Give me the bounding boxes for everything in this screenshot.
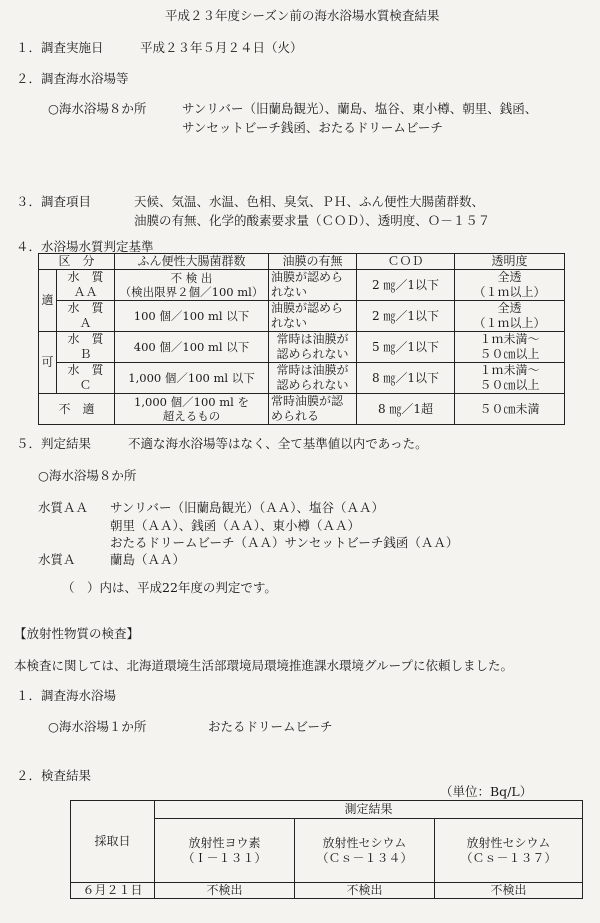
radiation-intro: 本検査に関しては、北海道環境生活部環境局環境推進課水環境グループに依頼しました。 <box>14 658 514 673</box>
transparency-line2: ５０㎝以上 <box>479 378 540 392</box>
oil-line1: 油膜が認めら <box>271 270 344 284</box>
category-line2: ＡＡ <box>73 285 98 299</box>
oil-line2: 認められない <box>276 378 349 392</box>
transparency-line2: （１ｍ以上） <box>473 285 546 299</box>
radiation-site-label: ○海水浴場１か所 <box>48 719 147 734</box>
grade-aa-label: 水質ＡＡ <box>38 500 89 515</box>
iodine-label: 放射性ヨウ素 <box>188 835 261 850</box>
criteria-table <box>38 253 565 425</box>
sample-date: ６月２１日 <box>71 883 155 899</box>
ecoli-line1: 1,000 個／100 ml を <box>134 394 249 409</box>
oil-line2: められる <box>271 409 320 423</box>
oil-line2: 認められない <box>276 347 349 361</box>
radiation-section1-heading: １．調査海水浴場 <box>16 688 117 703</box>
category-line1: 水 質 <box>67 363 104 377</box>
category-unsuitable: 不 適 <box>39 394 115 425</box>
ecoli-line2: 超えるもの <box>162 409 221 423</box>
ecoli-line2: （検出限界２個／100 ml） <box>119 285 264 299</box>
group-label-tekisei: 適 <box>39 270 57 332</box>
unit-label: （単位：Bq/L） <box>440 784 533 799</box>
section1-heading: １．調査実施日 <box>16 40 104 55</box>
iodine-result: 不検出 <box>155 883 295 899</box>
cod-value: 8 ㎎／1以下 <box>357 363 455 394</box>
document-title: 平成２３年度シーズン前の海水浴場水質検査結果 <box>165 8 440 23</box>
judgement-beach-label: ○海水浴場８か所 <box>38 468 137 483</box>
cod-value: 2 ㎎／1以下 <box>357 270 455 301</box>
oil-line1: 油膜が認めら <box>271 301 344 315</box>
section2-heading: ２．調査海水浴場等 <box>16 71 129 86</box>
section3-heading: ３．調査項目 <box>16 194 92 209</box>
radiation-header-row <box>71 801 583 819</box>
header-oil: 油膜の有無 <box>269 254 357 270</box>
category-line2: Ａ <box>79 316 92 330</box>
table-row <box>39 270 565 301</box>
transparency-line2: ５０㎝以上 <box>479 347 540 361</box>
transparency-line1: 全透 <box>497 301 522 315</box>
date-header: 採取日 <box>71 801 155 883</box>
transparency-line1: １ｍ未満～ <box>479 363 540 377</box>
category-line1: 水 質 <box>67 270 104 284</box>
grade-a-line1: 蘭島（ＡＡ） <box>110 552 186 567</box>
cesium137-result: 不検出 <box>435 883 583 899</box>
cod-value: 8 ㎎／1超 <box>357 394 455 425</box>
iodine-formula: （Ｉ－１３１） <box>182 850 267 865</box>
cod-value: 2 ㎎／1以下 <box>357 301 455 332</box>
table-row <box>39 363 565 394</box>
judgement-summary: 不適な海水浴場等はなく、全て基準値以内であった。 <box>128 436 428 451</box>
oil-line2: れない <box>271 285 308 299</box>
table-row <box>39 394 565 425</box>
transparency-line1: １ｍ未満～ <box>479 332 540 346</box>
ecoli-line1: 400 個／100 ml 以下 <box>115 332 269 363</box>
radiation-table <box>70 800 583 899</box>
cesium134-label: 放射性セシウム <box>322 835 407 850</box>
category-line1: 水 質 <box>67 301 104 315</box>
table-row <box>71 883 583 899</box>
header-cod: ＣＯＤ <box>357 254 455 270</box>
cesium137-label: 放射性セシウム <box>466 835 551 850</box>
header-category: 区 分 <box>39 254 115 270</box>
header-ecoli: ふん便性大腸菌群数 <box>115 254 269 270</box>
oil-line1: 常時油膜が認 <box>271 394 344 408</box>
judgement-note: （ ）内は、平成22年度の判定です。 <box>62 580 277 595</box>
measure-header: 測定結果 <box>155 801 583 819</box>
transparency-line2: （１ｍ以上） <box>473 316 546 330</box>
beach-count-label: ○海水浴場８か所 <box>48 101 147 116</box>
radiation-site-name: おたるドリームビーチ <box>208 719 333 734</box>
table-row <box>39 301 565 332</box>
radiation-heading: 【放射性物質の検査】 <box>14 626 140 641</box>
grade-aa-line2: 朝里（ＡＡ）、銭函（ＡＡ）、東小樽（ＡＡ） <box>110 518 361 533</box>
category-line2: Ｃ <box>79 378 92 392</box>
transparency-line1: ５０㎝未満 <box>455 394 565 425</box>
survey-items-line1: 天候、気温、水温、色相、臭気、ＰＨ、ふん便性大腸菌群数、 <box>134 194 485 209</box>
ecoli-line1: 不 検 出 <box>170 270 213 285</box>
ecoli-line1: 1,000 個／100 ml 以下 <box>115 363 269 394</box>
oil-line1: 常時は油膜が <box>276 332 349 346</box>
header-transparency: 透明度 <box>455 254 565 270</box>
transparency-line1: 全透 <box>497 270 522 284</box>
survey-date: 平成２３年５月２４日（火） <box>140 40 303 55</box>
cod-value: 5 ㎎／1以下 <box>357 332 455 363</box>
cesium134-result: 不検出 <box>295 883 435 899</box>
ecoli-line1: 100 個／100 ml 以下 <box>115 301 269 332</box>
cesium137-formula: （Ｃｓ－１３７） <box>460 850 557 865</box>
group-label-ka: 可 <box>39 332 57 394</box>
category-line2: Ｂ <box>79 347 92 361</box>
grade-aa-line1: サンリバー（旧蘭島観光）（ＡＡ）、塩谷（ＡＡ） <box>110 500 385 515</box>
beach-list-line2: サンセットビーチ銭函、おたるドリームビーチ <box>182 120 443 135</box>
table-row <box>39 332 565 363</box>
survey-items-line2: 油膜の有無、化学的酸素要求量（ＣＯＤ）、透明度、Ｏ－１５７ <box>134 213 491 228</box>
oil-line1: 常時は油膜が <box>276 363 349 377</box>
section4-heading: ４．水浴場水質判定基準 <box>16 239 154 254</box>
oil-line2: れない <box>271 316 308 330</box>
criteria-header-row <box>39 254 565 270</box>
beach-list-line1: サンリバー（旧蘭島観光）、蘭島、塩谷、東小樽、朝里、銭函、 <box>182 101 538 116</box>
radiation-section2-heading: ２．検査結果 <box>16 768 92 783</box>
grade-aa-line3: おたるドリームビーチ（ＡＡ）サンセットビーチ銭函（ＡＡ） <box>110 535 459 550</box>
category-line1: 水 質 <box>67 332 104 346</box>
section5-heading: ５．判定結果 <box>16 436 92 451</box>
grade-a-label: 水質Ａ <box>38 552 76 567</box>
cesium134-formula: （Ｃｓ－１３４） <box>316 850 413 865</box>
